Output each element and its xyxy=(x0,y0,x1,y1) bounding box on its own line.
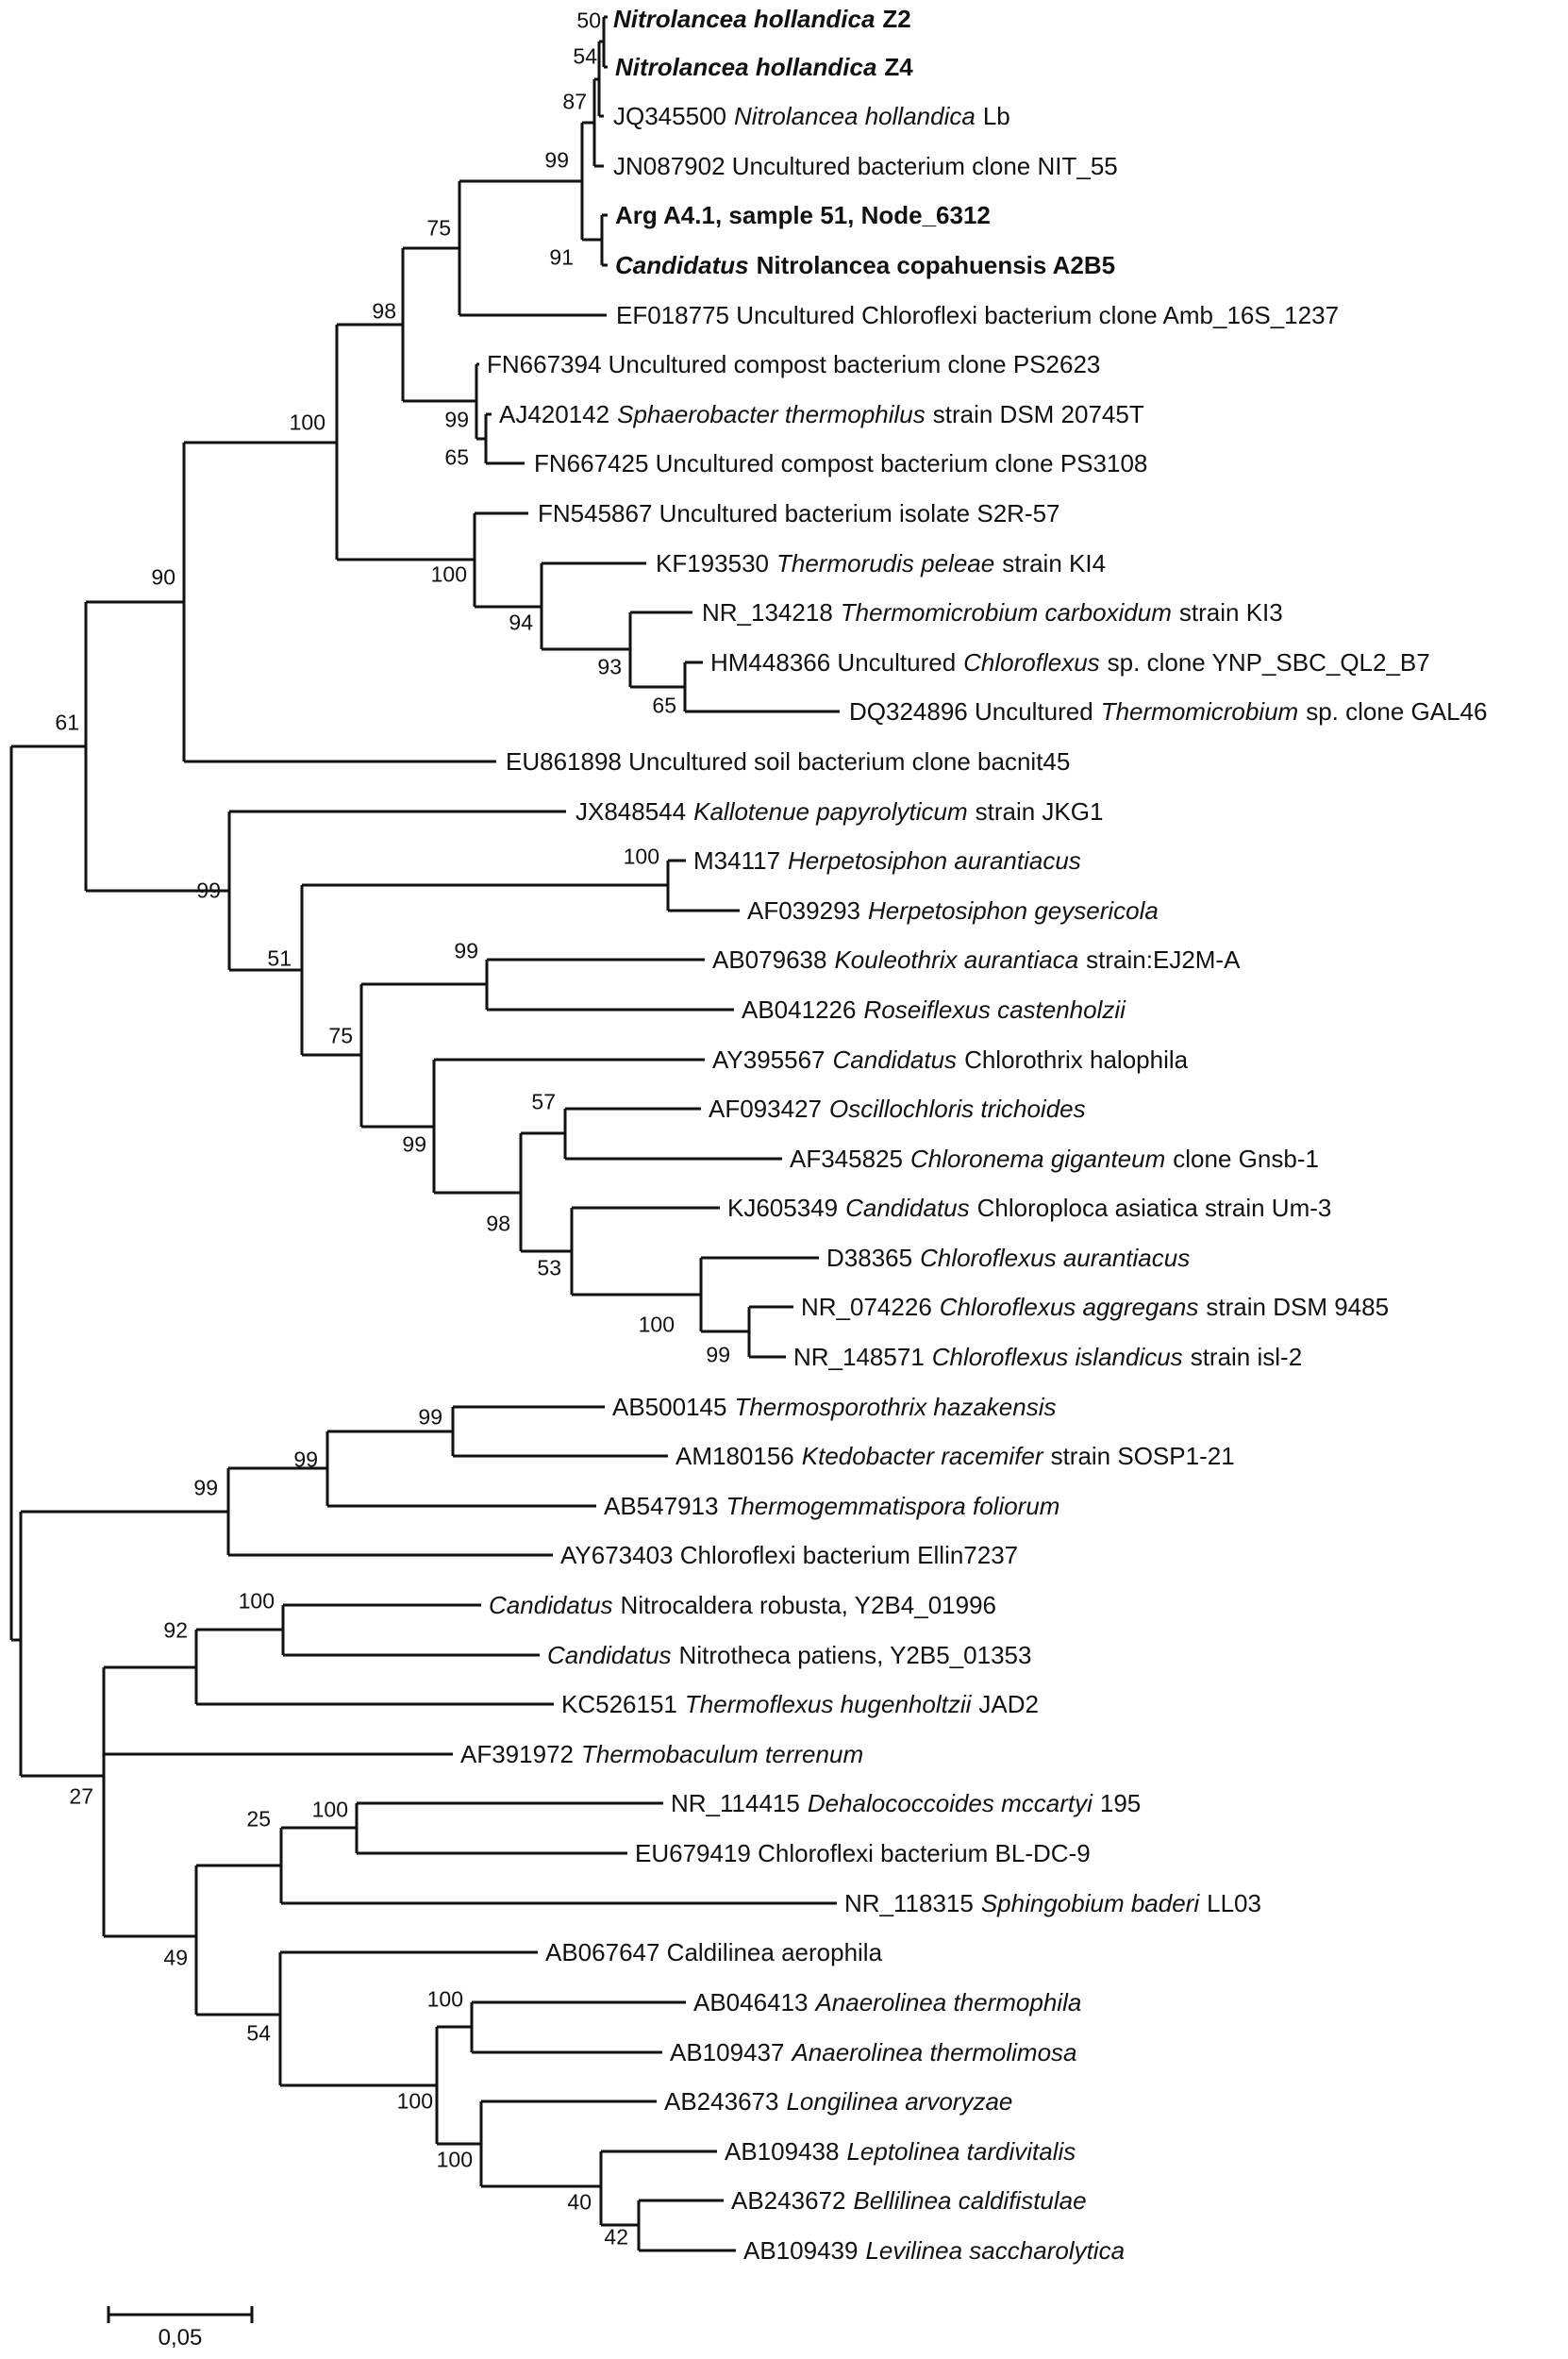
bootstrap-value: 65 xyxy=(652,693,676,718)
bootstrap-value: 25 xyxy=(246,1806,271,1832)
taxon-label: AY673403 Chloroflexi bacterium Ellin7237 xyxy=(560,1541,1019,1569)
taxon-label: AB243672 Bellilinea caldifistulae xyxy=(731,2186,1087,2215)
taxon-label: NR_114415 Dehalococcoides mccartyi 195 xyxy=(671,1789,1142,1817)
bootstrap-value: 100 xyxy=(238,1588,275,1614)
bootstrap-value: 100 xyxy=(396,2088,433,2114)
taxon-label: FN545867 Uncultured bacterium isolate S2R-57 xyxy=(538,499,1060,527)
bootstrap-value: 99 xyxy=(706,1342,730,1367)
bootstrap-value: 98 xyxy=(486,1211,510,1236)
bootstrap-value: 61 xyxy=(55,710,79,735)
bootstrap-value: 93 xyxy=(597,654,622,679)
bootstrap-value: 94 xyxy=(509,610,533,635)
bootstrap-value: 75 xyxy=(426,215,451,241)
taxon-label: M34117 Herpetosiphon aurantiacus xyxy=(693,846,1081,875)
bootstrap-value: 100 xyxy=(638,1312,675,1337)
taxon-label: EF018775 Uncultured Chloroflexi bacterium clone Amb_16S_1237 xyxy=(616,301,1340,329)
taxon-label: EU861898 Uncultured soil bacterium clone bacnit45 xyxy=(506,747,1071,776)
taxon-label: NR_134218 Thermomicrobium carboxidum strain KI3 xyxy=(702,598,1283,627)
taxon-label: JN087902 Uncultured bacterium clone NIT_55 xyxy=(613,152,1118,180)
taxon-label: Candidatus Nitrotheca patiens, Y2B5_01353 xyxy=(547,1641,1032,1669)
bootstrap-value: 51 xyxy=(267,945,292,971)
taxon-label: AB109439 Levilinea saccharolytica xyxy=(743,2236,1126,2265)
bootstrap-value: 100 xyxy=(430,561,467,587)
taxon-label: EU679419 Chloroflexi bacterium BL-DC-9 xyxy=(635,1839,1091,1867)
taxon-label: NR_148571 Chloroflexus islandicus strain isl-2 xyxy=(793,1343,1303,1371)
bootstrap-value: 42 xyxy=(604,2224,628,2250)
taxon-label: AB109438 Leptolinea tardivitalis xyxy=(725,2137,1076,2166)
bootstrap-value: 53 xyxy=(537,1255,561,1280)
taxon-label: AB109437 Anaerolinea thermolimosa xyxy=(670,2038,1077,2066)
taxon-label: Arg A4.1, sample 51, Node_6312 xyxy=(615,201,991,229)
bootstrap-value: 100 xyxy=(426,1986,463,2012)
bootstrap-value: 99 xyxy=(418,1404,442,1430)
taxon-label: Candidatus Nitrocaldera robusta, Y2B4_01996 xyxy=(489,1591,997,1619)
bootstrap-value: 99 xyxy=(454,938,478,963)
taxon-label: AB243673 Longilinea arvoryzae xyxy=(664,2087,1013,2116)
bootstrap-value: 50 xyxy=(576,8,601,33)
bootstrap-value: 92 xyxy=(163,1617,188,1643)
taxon-label: FN667394 Uncultured compost bacterium clone PS2623 xyxy=(487,350,1101,378)
bootstrap-value: 54 xyxy=(573,43,597,69)
bootstrap-value: 90 xyxy=(151,564,175,590)
taxon-label: JX848544 Kallotenue papyrolyticum strain JKG1 xyxy=(575,797,1104,826)
taxon-label: Nitrolancea hollandica Z2 xyxy=(613,5,911,33)
taxon-label: KJ605349 Candidatus Chloroploca asiatica strain Um-3 xyxy=(727,1194,1332,1222)
taxon-label: FN667425 Uncultured compost bacterium clone PS3108 xyxy=(534,449,1148,477)
taxon-label: KF193530 Thermorudis peleae strain KI4 xyxy=(656,549,1107,577)
taxon-label: AM180156 Ktedobacter racemifer strain SOSP1-21 xyxy=(676,1442,1235,1470)
bootstrap-value: 100 xyxy=(623,844,659,869)
taxon-label: NR_118315 Sphingobium baderi LL03 xyxy=(844,1889,1261,1917)
taxon-label: AB547913 Thermogemmatispora foliorum xyxy=(604,1492,1060,1520)
bootstrap-value: 65 xyxy=(444,444,469,470)
taxon-label: JQ345500 Nitrolancea hollandica Lb xyxy=(613,102,1010,130)
taxon-label: KC526151 Thermoflexus hugenholtzii JAD2 xyxy=(561,1690,1039,1718)
bootstrap-value: 91 xyxy=(549,244,574,270)
bootstrap-value: 99 xyxy=(293,1447,318,1472)
taxon-label: AB500145 Thermosporothrix hazakensis xyxy=(612,1393,1057,1421)
bootstrap-value: 100 xyxy=(311,1797,348,1822)
bootstrap-value: 49 xyxy=(163,1945,188,1970)
bootstrap-value: 98 xyxy=(372,298,396,324)
taxon-label: AY395567 Candidatus Chlorothrix halophila xyxy=(712,1046,1189,1074)
taxon-label: AB067647 Caldilinea aerophila xyxy=(545,1938,883,1966)
taxon-label: AF391972 Thermobaculum terrenum xyxy=(460,1740,864,1768)
bootstrap-value: 99 xyxy=(193,1475,218,1500)
scale-bar-label: 0,05 xyxy=(158,2325,203,2351)
taxon-label: D38365 Chloroflexus aurantiacus xyxy=(826,1244,1191,1272)
bootstrap-value: 54 xyxy=(246,2020,271,2046)
taxon-label: DQ324896 Uncultured Thermomicrobium sp. clone GAL46 xyxy=(849,697,1488,726)
bootstrap-value: 99 xyxy=(444,407,469,432)
taxon-label: AF093427 Oscillochloris trichoides xyxy=(709,1095,1086,1123)
taxon-label: AB079638 Kouleothrix aurantiaca strain:EJ2M-A xyxy=(712,945,1241,974)
taxon-label: AJ420142 Sphaerobacter thermophilus strain DSM 20745T xyxy=(499,400,1144,428)
taxon-label: AF039293 Herpetosiphon geysericola xyxy=(747,896,1159,925)
bootstrap-value: 99 xyxy=(544,147,569,173)
bootstrap-value: 100 xyxy=(436,2147,473,2172)
bootstrap-value: 99 xyxy=(402,1131,426,1157)
taxon-label: Candidatus Nitrolancea copahuensis A2B5 xyxy=(615,251,1116,279)
bootstrap-value: 40 xyxy=(567,2189,592,2215)
taxon-label: NR_074226 Chloroflexus aggregans strain DSM 9485 xyxy=(801,1293,1390,1321)
bootstrap-value: 87 xyxy=(562,89,587,114)
bootstrap-value: 57 xyxy=(531,1089,556,1114)
bootstrap-value: 27 xyxy=(69,1783,93,1809)
taxon-label: Nitrolancea hollandica Z4 xyxy=(615,53,913,81)
taxon-label: HM448366 Uncultured Chloroflexus sp. clone YNP_SBC_QL2_B7 xyxy=(710,648,1430,677)
taxon-label: AB041226 Roseiflexus castenholzii xyxy=(742,995,1126,1024)
bootstrap-value: 100 xyxy=(289,410,325,435)
taxon-label: AB046413 Anaerolinea thermophila xyxy=(693,1988,1082,2016)
bootstrap-value: 75 xyxy=(328,1023,353,1048)
taxon-label: AF345825 Chloronema giganteum clone Gnsb-1 xyxy=(790,1145,1319,1173)
bootstrap-value: 99 xyxy=(196,878,221,903)
